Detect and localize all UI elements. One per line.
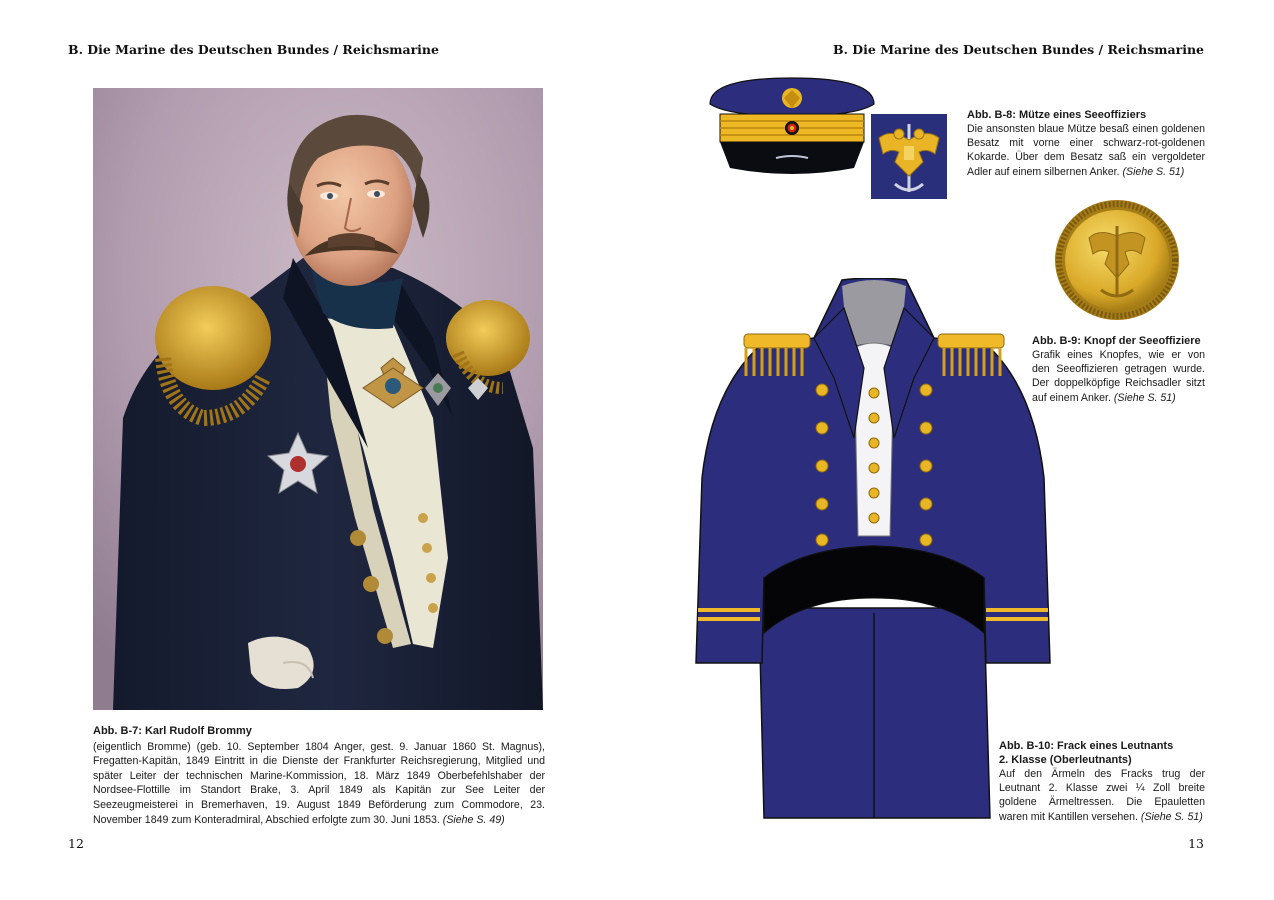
portrait-painting xyxy=(93,88,543,710)
page-number-right: 13 xyxy=(1188,836,1204,851)
caption-b8 xyxy=(967,108,1205,179)
caption-b10-body: Auf den Ärmeln des Fracks trug der Leutnant 2. Klasse zwei ¼ Zoll breite goldene Ärmeltressen. Die Epauletten waren mit Kantillen versehen. xyxy=(999,768,1205,823)
caption-b9-ref: (Siehe S. 51) xyxy=(1113,391,1176,404)
running-head-left: B. Die Marine des Deutschen Bundes / Reichsmarine xyxy=(68,42,439,57)
caption-b10-title-1: Abb. B-10: Frack eines Leutnants xyxy=(999,740,1174,752)
eagle-on-anchor-badge xyxy=(871,114,947,199)
caption-b8-body: Die ansonsten blaue Mütze besaß einen goldenen Besatz mit vorne einer schwarz-rot-goldenen Kokarde. Über dem Besatz saß ein vergoldeter Adler auf einem silbernen Anker. xyxy=(967,123,1205,178)
caption-b8-title: Abb. B-8: Mütze eines Seeoffiziers xyxy=(967,109,1147,121)
caption-b7-ref: (Siehe S. 49) xyxy=(442,813,505,826)
page-number-left: 12 xyxy=(68,836,84,851)
caption-b9 xyxy=(1032,334,1205,405)
caption-b9-title: Abb. B-9: Knopf der Seeoffiziere xyxy=(1032,335,1201,347)
caption-b7-title: Abb. B-7: Karl Rudolf Brommy xyxy=(93,725,252,737)
caption-b10 xyxy=(999,739,1205,824)
officer-cap-illustration xyxy=(706,76,878,180)
caption-b10-title-2: 2. Klasse (Oberleutnants) xyxy=(999,754,1132,766)
officer-button-illustration xyxy=(1053,198,1181,322)
caption-b7 xyxy=(93,724,545,827)
caption-b8-ref: (Siehe S. 51) xyxy=(1122,165,1185,178)
running-head-right: B. Die Marine des Deutschen Bundes / Reichsmarine xyxy=(833,42,1204,57)
caption-b7-body: (eigentlich Bromme) (geb. 10. September 1804 Anger, gest. 9. Januar 1860 St. Magnus), Fregatten-Kapitän, 1849 Eintritt in die Dienste der Frankfurter Reichsregierung, Mitglied und später Leiter der technischen Marine-Kommission, 18. März 1849 Oberbefehlshaber der Nordsee-Flottille im Standort Brake, 3. April 1849 als Kapitän zur See Leiter der Seezeugmeisterei in Bremerhaven, 19. August 1849 Beförderung zum Commodore, 23. November 1849 zum Konteradmiral, Abschied erfolgte zum 30. Juni 1853. xyxy=(93,740,545,826)
caption-b9-body: Grafik eines Knopfes, wie er von den Seeoffizieren getragen wurde. Der doppelköpfige Reichsadler sitzt auf einem Anker. xyxy=(1032,349,1205,404)
caption-b10-ref: (Siehe S. 51) xyxy=(1140,810,1203,823)
